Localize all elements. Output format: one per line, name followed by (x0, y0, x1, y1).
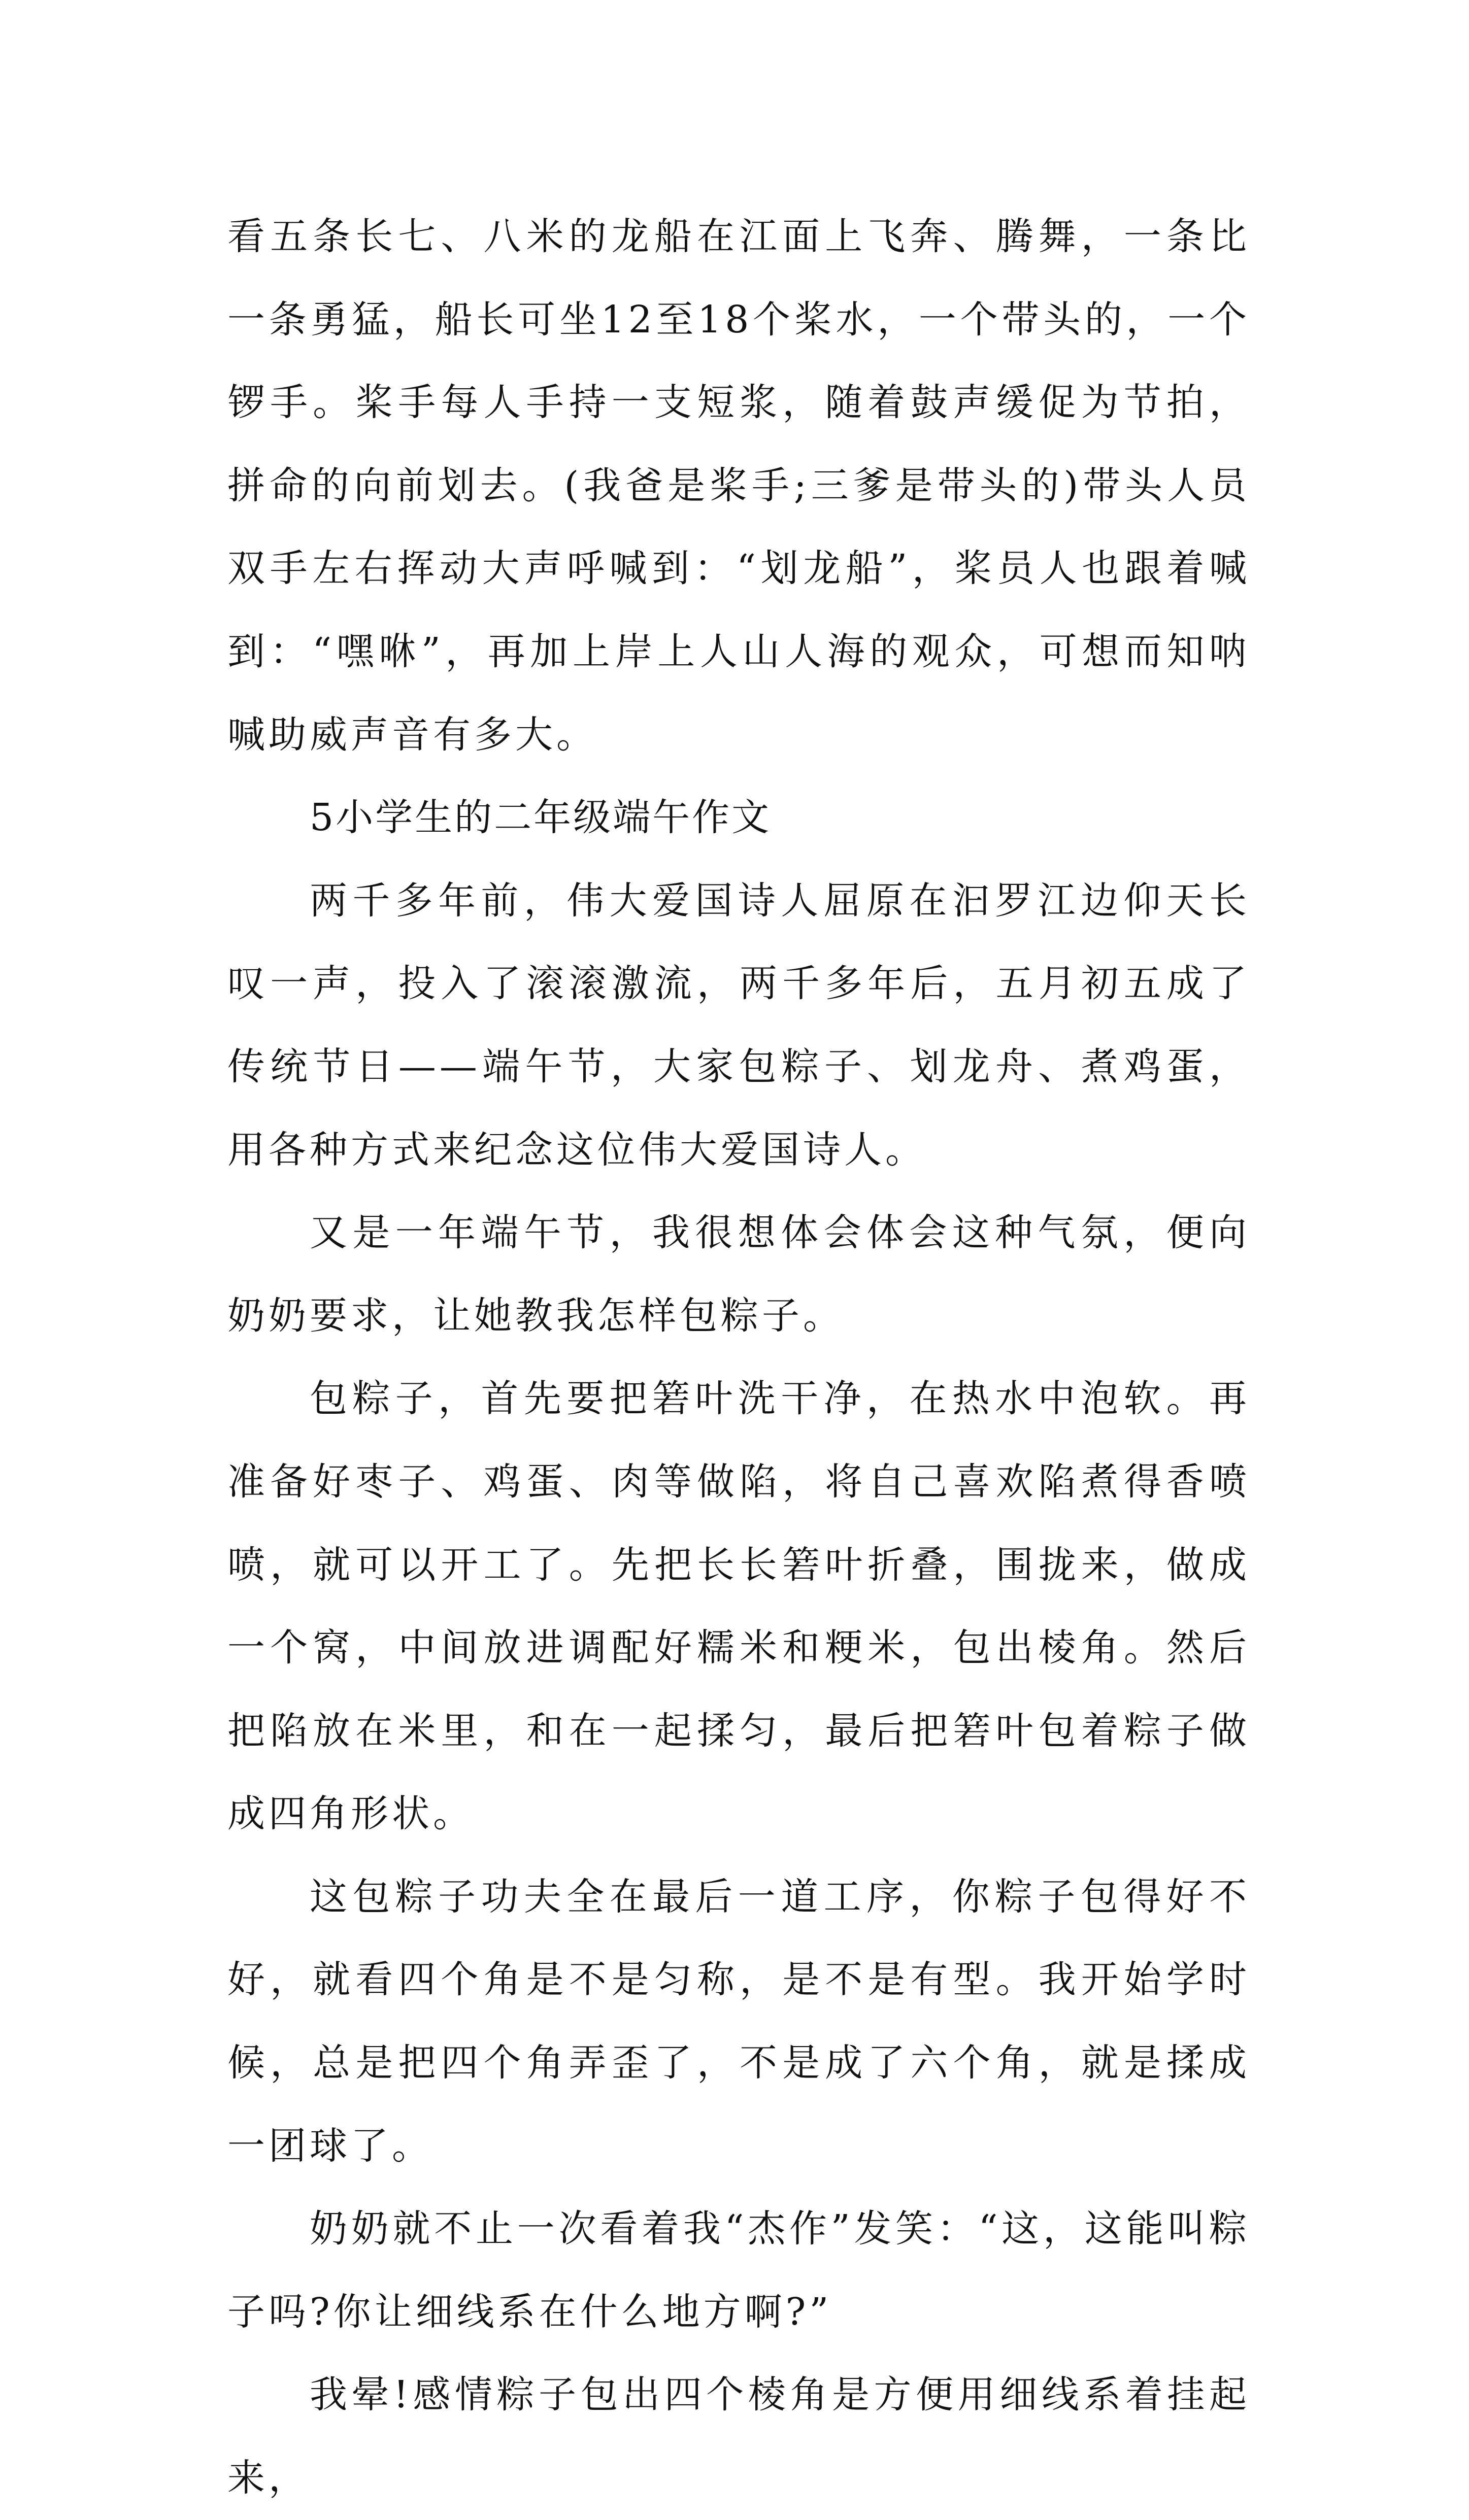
paragraph-realization: 我晕!感情粽子包出四个棱角是方便用细线系着挂起来， (227, 2373, 1250, 2500)
document-body (227, 195, 1250, 2520)
paragraph-ask-grandma: 又是一年端午节，我很想体会体会这种气氛，便向奶奶要求，让她教我怎样包粽子。 (227, 1211, 1250, 1338)
paragraph-four-corners: 这包粽子功夫全在最后一道工序，你粽子包得好不好，就看四个角是不是匀称，是不是有型。我开始学时候，总是把四个角弄歪了，不是成了六个角，就是揉成一团球了。 (227, 1875, 1250, 2168)
paragraph-making-zongzi: 包粽子，首先要把箬叶洗干净，在热水中泡软。再准备好枣子、鸡蛋、肉等做陷，将自己喜欢陷煮得香喷喷，就可以开工了。先把长长箬叶折叠，围拢来，做成一个窝，中间放进调配好糯米和粳米，包出棱角。然后把陷放在米里，和在一起揉匀，最后把箬叶包着粽子做成四角形状。 (227, 1377, 1250, 1836)
paragraph-qu-yuan: 两千多年前，伟大爱国诗人屈原在汩罗江边仰天长叹一声，投入了滚滚激流，两千多年后，五月初五成了传统节日——端午节，大家包粽子、划龙舟、煮鸡蛋，用各种方式来纪念这位伟大爱国诗人。 (227, 878, 1250, 1172)
paragraph-dragon-boat: 看五条长七、八米的龙船在江面上飞奔、腾舞，一条比一条勇猛，船长可坐12至18个桨水，一个带头的，一个锣手。桨手每人手持一支短浆，随着鼓声缓促为节拍，拼命的向前划去。(我爸是桨手;三爹是带头的)带头人员双手左右挥动大声呼喊到：“划龙船”，桨员人也跟着喊到：“嘿咻”，再加上岸上人山人海的观众，可想而知呐喊助威声音有多大。 (227, 215, 1250, 757)
section-heading: 5小学生的二年级端午作文 (310, 796, 772, 840)
paragraph-grandma-laughs: 奶奶就不止一次看着我“杰作”发笑：“这，这能叫粽子吗?你让细线系在什么地方啊?” (227, 2207, 1250, 2334)
